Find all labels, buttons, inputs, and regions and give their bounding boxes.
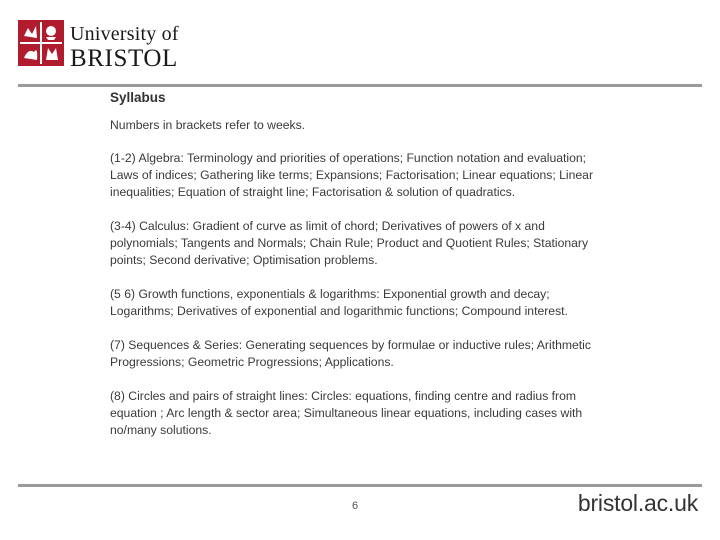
logo-line-university: University of [70, 23, 179, 45]
logo-wordmark [70, 20, 179, 71]
footer-divider [18, 484, 702, 487]
syllabus-item-algebra: (1-2) Algebra: Terminology and priorities of operations; Function notation and evaluation; Laws of indices; Gathering like terms; Expansions; Factorisation; Linear equations; Linear inequalities; Equation of straight line; Factorisation & solution of quadratics. [110, 151, 594, 199]
university-crest-icon [18, 20, 64, 66]
syllabus-item-sequences-series: (7) Sequences & Series: Generating sequences by formulae or inductive rules; Arithmetic Progressions; Geometric Progressions; Applications. [110, 338, 591, 369]
syllabus-item-circles-lines: (8) Circles and pairs of straight lines: Circles: equations, finding centre and radius from equation ; Arc length & sector area; Simultaneous linear equations, including cases with no/many solutions. [110, 389, 583, 437]
syllabus-content [110, 90, 605, 456]
syllabus-item-growth-functions: (5 6) Growth functions, exponentials & logarithms: Exponential growth and decay; Logarithms; Derivatives of exponential and logarithmic functions; Compound interest. [110, 287, 568, 318]
site-url: bristol.ac.uk [577, 490, 698, 516]
header-divider [18, 84, 702, 87]
page-title: Syllabus [110, 90, 166, 105]
syllabus-intro: Numbers in brackets refer to weeks. [110, 118, 306, 132]
logo-line-bristol: BRISTOL [70, 45, 178, 72]
university-logo [18, 20, 179, 72]
syllabus-item-calculus: (3-4) Calculus: Gradient of curve as limit of chord; Derivatives of powers of x and polynomials; Tangents and Normals; Chain Rule; Product and Quotient Rules; Stationary points; Second derivative; Optimisation problems. [110, 219, 589, 267]
page-number: 6 [352, 500, 359, 512]
